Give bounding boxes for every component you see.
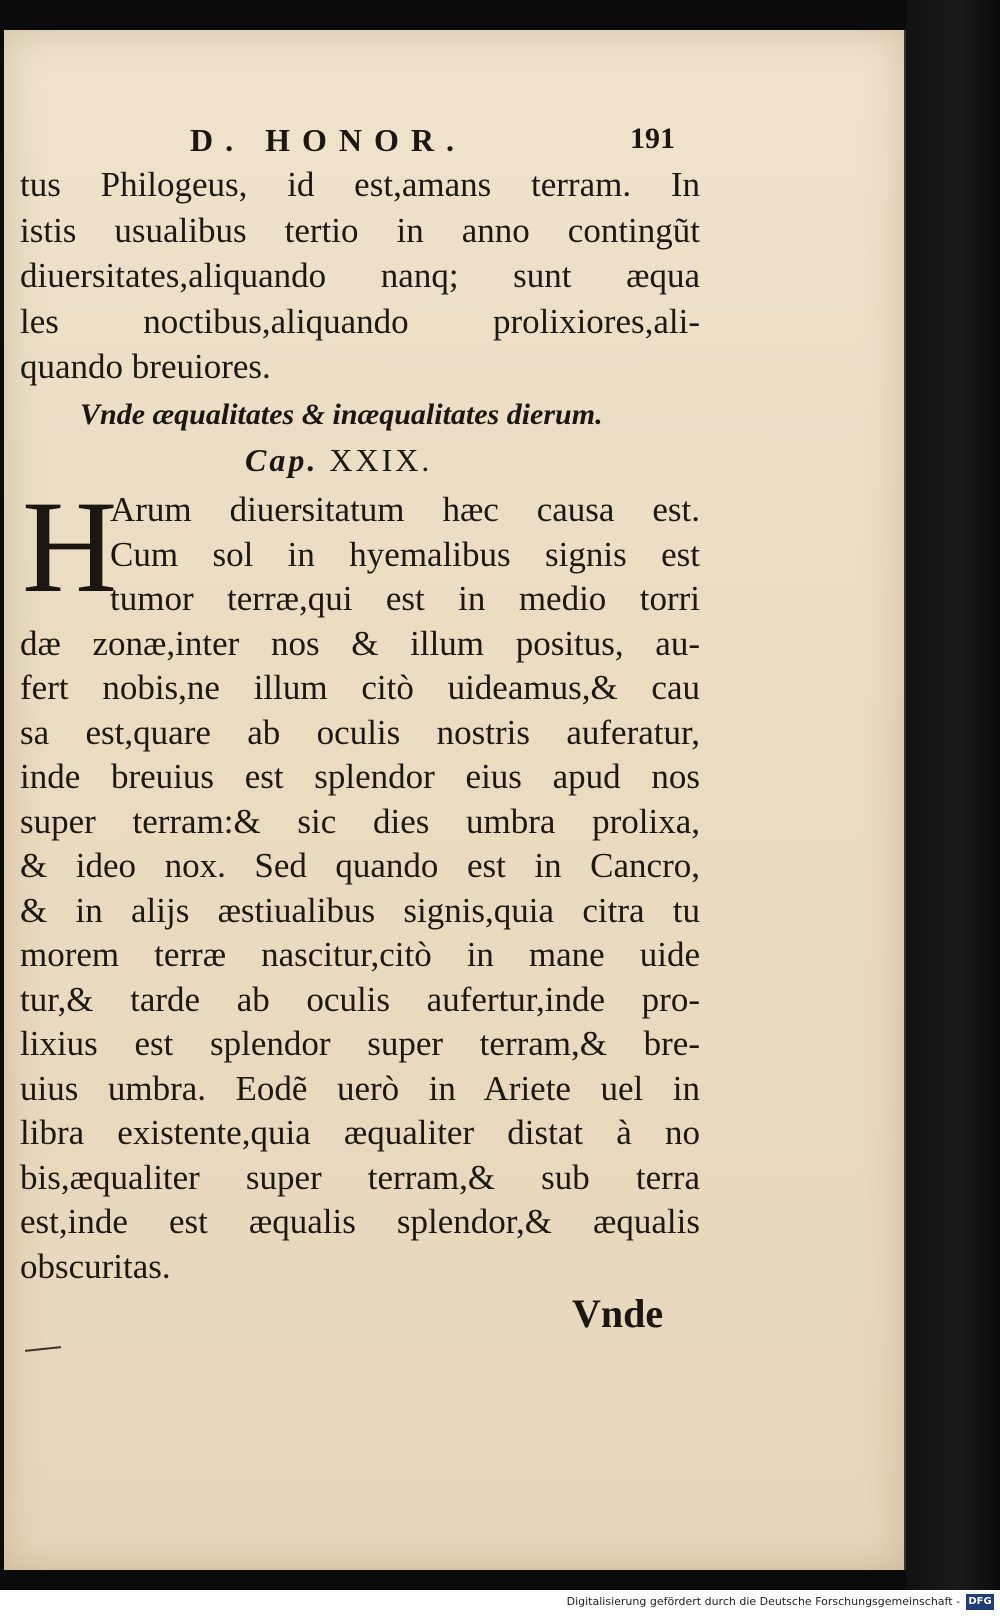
text-line: & in alijs æstiualibus signis,quia citra tu	[20, 890, 700, 930]
text-line: super terram:& sic dies umbra prolixa,	[20, 801, 700, 841]
text-line: uius umbra. Eodẽ uerò in Ariete uel in	[20, 1068, 700, 1108]
text-line: morem terræ nascitur,citò in mane uide	[20, 935, 700, 974]
drop-capital: H	[22, 473, 118, 620]
chapter-label: Cap.	[245, 442, 319, 478]
catchword: Vnde	[572, 1291, 664, 1336]
text-line: inde breuius est splendor eius apud nos	[20, 757, 700, 796]
chapter-numeral: XXIX.	[329, 442, 433, 478]
text-line: & ideo nox. Sed quando est in Cancro,	[20, 846, 700, 885]
text-line: dæ zonæ,inter nos & illum positus, au-	[20, 623, 700, 663]
chapter-number	[245, 442, 432, 479]
text-line: quando breuiores.	[20, 347, 271, 387]
top-paragraph	[20, 162, 700, 390]
page-number: 191	[630, 122, 675, 155]
text-line: est,inde est æqualis splendor,& æqualis	[20, 1202, 700, 1241]
book-spine-shadow	[906, 0, 1000, 1590]
text-line: tumor terræ,qui est in medio torri	[110, 579, 700, 618]
text-line: Cum sol in hyemalibus signis est	[110, 534, 700, 574]
text-line: istis usualibus tertio in anno contingũt	[20, 210, 700, 250]
text-line: bis,æqualiter super terram,& sub terra	[20, 1157, 700, 1197]
text-line: Arum diuersitatum hæc causa est.	[110, 490, 700, 529]
running-head-title: D. HONOR.	[190, 122, 466, 158]
dfg-logo: DFG	[966, 1594, 994, 1610]
text-line: lixius est splendor super terram,& bre-	[20, 1024, 700, 1063]
text-line: tur,& tarde ab oculis aufertur,inde pro-	[20, 979, 700, 1019]
text-line: les noctibus,aliquando prolixiores,ali-	[20, 301, 700, 341]
chapter-heading: Vnde æqualitates & inæqualitates dierum.	[80, 398, 603, 431]
chapter-body	[20, 473, 700, 1289]
text-line: diuersitates,aliquando nanq; sunt æqua	[20, 256, 700, 296]
footer-credit: Digitalisierung gefördert durch die Deutsche Forschungsgemeinschaft -	[566, 1595, 960, 1608]
text-line: fert nobis,ne illum citò uideamus,& cau	[20, 668, 700, 707]
text-line: libra existente,quia æqualiter distat à no	[20, 1113, 700, 1152]
text-line: tus Philogeus, id est,amans terram. In	[20, 165, 700, 204]
text-line: sa est,quare ab oculis nostris auferatur,	[20, 712, 700, 752]
digitization-footer	[0, 1590, 1000, 1620]
text-line: obscuritas.	[20, 1246, 171, 1286]
